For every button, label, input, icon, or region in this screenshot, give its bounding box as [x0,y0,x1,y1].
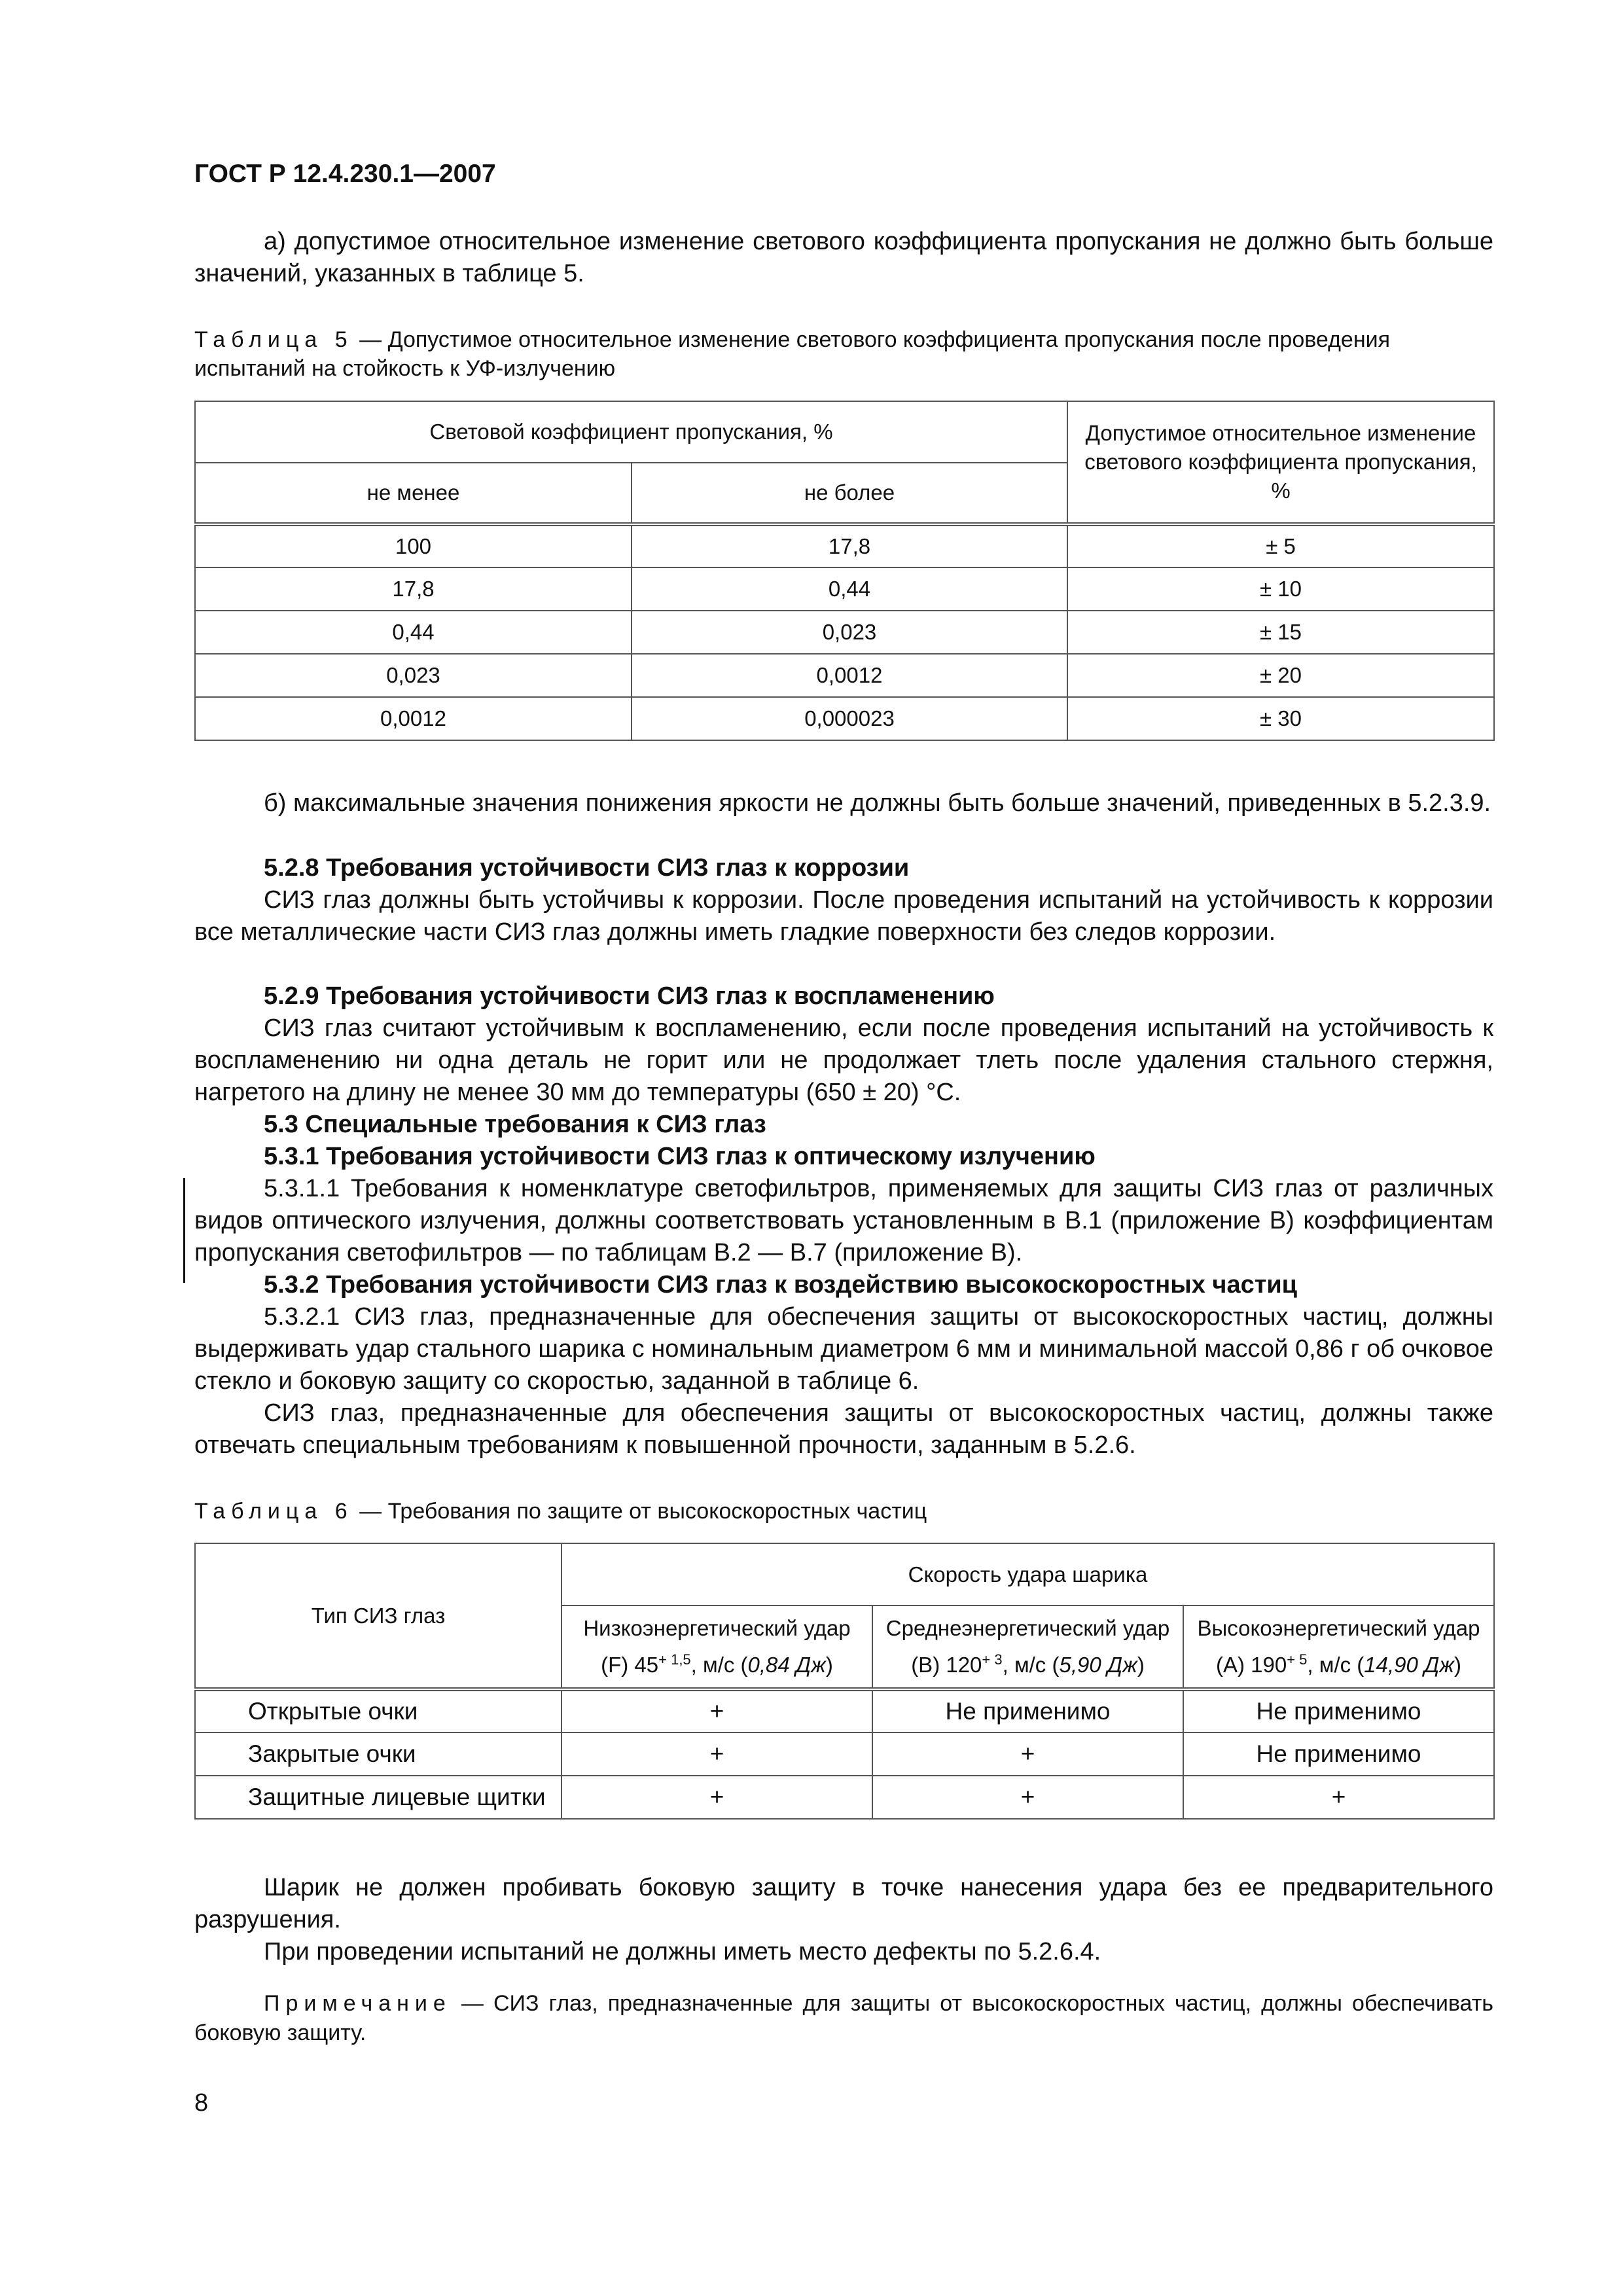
head-mid-code: (В) 120 [911,1653,982,1677]
cell-min: 0,44 [195,611,632,654]
head-low-tolerance: + 1,5 [658,1651,691,1668]
table-row [195,611,1494,654]
paragraph-5-3-2-1-b: СИЗ глаз, предназначенные для обеспечения защиты от высокоскоростных частиц, должны также отвечать специальным требованиям к повышенной прочности, заданным в 5.2.6. [194,1399,1493,1459]
cell-change: ± 15 [1067,611,1494,654]
cell-high: Не применимо [1183,1732,1494,1776]
cell-min: 0,023 [195,654,632,697]
cell-mid: + [872,1776,1183,1819]
cell-min: 100 [195,524,632,567]
cell-low: + [562,1776,872,1819]
heading-5-2-8: 5.2.8 Требования устойчивости СИЗ глаз к коррозии [264,854,910,882]
table6-head-mid [872,1605,1183,1689]
table-5 [194,401,1495,741]
heading-5-3: 5.3 Специальные требования к СИЗ глаз [264,1111,766,1138]
cell-min: 0,0012 [195,697,632,740]
cell-change: ± 10 [1067,567,1494,611]
head-high-tolerance: + 5 [1287,1651,1308,1668]
page-number: 8 [194,2089,209,2117]
table-row [195,697,1494,740]
close-paren: ) [1137,1653,1145,1677]
paragraph-ball: Шарик не должен пробивать боковую защиту в точке нанесения удара без ее предварительного разрушения. [194,1874,1493,1933]
paragraph-5-2-8: СИЗ глаз должны быть устойчивы к коррозии. После проведения испытаний на устойчивость к коррозии все металлические части СИЗ глаз должны иметь гладкие поверхности без следов коррозии. [194,886,1493,946]
cell-mid: + [872,1732,1183,1776]
head-mid-title: Среднеэнергетический удар [885,1616,1170,1640]
note-text: — СИЗ глаз, предназначенные для защиты от высокоскоростных частиц, должны обеспечивать боковую защиту. [194,1991,1493,2045]
close-paren: ) [1454,1653,1461,1677]
table-row [195,1689,1494,1732]
table5-head-group: Световой коэффициент пропускания, % [195,401,1067,463]
table6-caption-prefix: Таблица 6 [194,1499,353,1524]
cell-change: ± 20 [1067,654,1494,697]
head-low-energy: 0,84 Дж [747,1653,826,1677]
table6-caption-text: — Требования по защите от высокоскоростных частиц [353,1499,927,1524]
table5-caption-text: — Допустимое относительное изменение светового коэффициента пропускания после проведения испытаний на стойкость к УФ-излучению [194,327,1391,381]
cell-max: 0,023 [632,611,1067,654]
head-mid-unit: , м/с ( [1002,1653,1060,1677]
table-row [195,1776,1494,1819]
cell-change: ± 5 [1067,524,1494,567]
cell-min: 17,8 [195,567,632,611]
head-low-title: Низкоэнергетический удар [583,1616,851,1640]
table-row [195,524,1494,567]
cell-max: 17,8 [632,524,1067,567]
cell-low: + [562,1732,872,1776]
table6-caption [194,1497,1493,1526]
cell-type: Защитные лицевые щитки [195,1776,562,1819]
table-6 [194,1543,1495,1820]
table6-head-group: Скорость удара шарика [562,1543,1494,1605]
table-row [195,567,1494,611]
table5-head-min: не менее [195,463,632,524]
table5-head-change: Допустимое относительное изменение светового коэффициента пропускания, % [1067,401,1494,524]
paragraph-5-2-9: СИЗ глаз считают устойчивым к воспламенению, если после проведения испытаний на устойчивость к воспламенению ни одна деталь не горит или не продолжает тлеть после удаления стального стержня, нагретого на длину не менее 30 мм до температуры (650 ± 20) °С. [194,1014,1493,1106]
table-row [195,1732,1494,1776]
heading-5-3-2: 5.3.2 Требования устойчивости СИЗ глаз к воздействию высокоскоростных частиц [264,1271,1298,1299]
heading-5-3-1: 5.3.1 Требования устойчивости СИЗ глаз к оптическому излучению [264,1143,1096,1170]
paragraph-5-3-1-1: 5.3.1.1 Требования к номенклатуре светофильтров, применяемых для защиты СИЗ глаз от различных видов оптического излучения, должны соответствовать установленным в В.1 (приложение В) коэффициентам пропускания светофильтров — по таблицам В.2 — В.7 (приложение В). [194,1175,1493,1266]
close-paren: ) [825,1653,833,1677]
cell-max: 0,000023 [632,697,1067,740]
cell-type: Открытые очки [195,1689,562,1732]
change-bar [183,1178,185,1283]
cell-high: Не применимо [1183,1689,1494,1732]
head-low-unit: , м/с ( [690,1653,748,1677]
cell-max: 0,0012 [632,654,1067,697]
paragraph-5-3-2-1: 5.3.2.1 СИЗ глаз, предназначенные для обеспечения защиты от высокоскоростных частиц, должны выдерживать удар стального шарика с номинальным диаметром 6 мм и минимальной массой 0,86 г об очковое стекло и боковую защиту со скоростью, заданной в таблице 6. [194,1303,1493,1395]
head-high-title: Высокоэнергетический удар [1197,1616,1480,1640]
table6-head-low [562,1605,872,1689]
head-mid-tolerance: + 3 [982,1651,1003,1668]
cell-high: + [1183,1776,1494,1819]
table5-head-max: не более [632,463,1067,524]
head-high-code: (А) 190 [1216,1653,1287,1677]
head-mid-energy: 5,90 Дж [1059,1653,1137,1677]
table5-caption [194,325,1493,383]
table6-head-high [1183,1605,1494,1689]
cell-type: Закрытые очки [195,1732,562,1776]
head-high-energy: 14,90 Дж [1364,1653,1454,1677]
head-low-code: (F) 45 [601,1653,659,1677]
cell-change: ± 30 [1067,697,1494,740]
table6-head-type: Тип СИЗ глаз [195,1543,562,1689]
paragraph-b: б) максимальные значения понижения яркости не должны быть больше значений, приведенных в 5.2.3.9. [264,789,1491,817]
paragraph-a: а) допустимое относительное изменение светового коэффициента пропускания не должно быть больше значений, указанных в таблице 5. [194,228,1493,287]
cell-low: + [562,1689,872,1732]
heading-5-2-9: 5.2.9 Требования устойчивости СИЗ глаз к воспламенению [264,982,995,1010]
cell-mid: Не применимо [872,1689,1183,1732]
note-prefix: Примечание [264,1991,452,2016]
head-high-unit: , м/с ( [1307,1653,1364,1677]
note [194,1989,1493,2048]
table5-caption-prefix: Таблица 5 [194,327,353,352]
table-row [195,654,1494,697]
paragraph-defects: При проведении испытаний не должны иметь место дефекты по 5.2.6.4. [264,1938,1101,1965]
cell-max: 0,44 [632,567,1067,611]
document-header: ГОСТ Р 12.4.230.1—2007 [194,160,496,188]
